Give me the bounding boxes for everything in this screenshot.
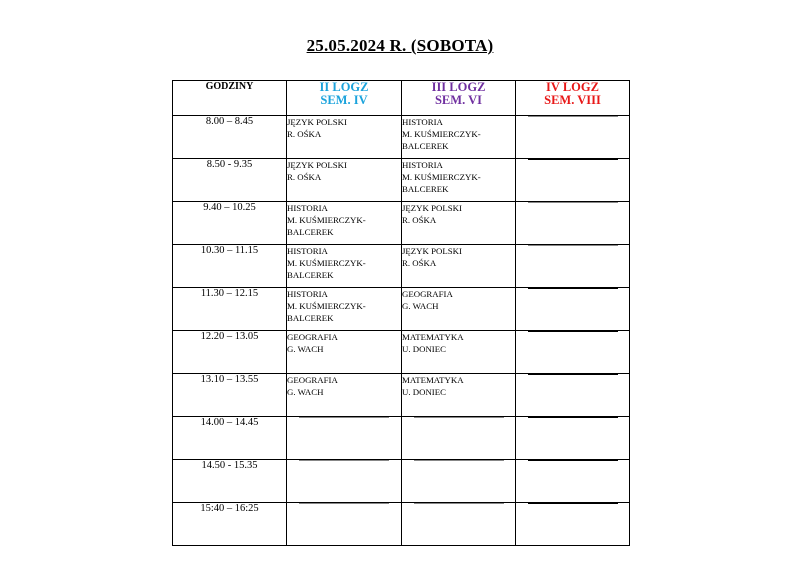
empty-cell [516, 331, 630, 374]
teacher-name: BALCEREK [287, 227, 334, 237]
blank-line [299, 460, 389, 461]
group-name: IV LOGZ [546, 80, 599, 94]
empty-cell [516, 288, 630, 331]
blank-line [414, 460, 504, 461]
group-name: II LOGZ [319, 80, 369, 94]
teacher-name: G. WACH [287, 387, 324, 397]
empty-cell [516, 374, 630, 417]
table-row [173, 288, 630, 331]
lesson-cell [402, 202, 516, 245]
lesson-cell [402, 288, 516, 331]
teacher-name: BALCEREK [402, 184, 449, 194]
empty-cell [402, 503, 516, 546]
lesson-cell [402, 116, 516, 159]
teacher-name: R. OŚKA [402, 258, 437, 268]
table-row [173, 374, 630, 417]
subject-name: JĘZYK POLSKI [287, 117, 347, 127]
subject-name: HISTORIA [287, 203, 328, 213]
table-row [173, 331, 630, 374]
empty-cell [516, 116, 630, 159]
teacher-name: BALCEREK [287, 313, 334, 323]
blank-line [528, 116, 618, 117]
blank-line [299, 503, 389, 504]
teacher-name: U. DONIEC [402, 344, 446, 354]
table-row [173, 245, 630, 288]
lesson-cell [402, 374, 516, 417]
subject-name: HISTORIA [287, 246, 328, 256]
time-slot: 8.00 – 8.45 [173, 116, 287, 159]
blank-line [528, 417, 618, 418]
time-slot: 9.40 – 10.25 [173, 202, 287, 245]
empty-cell [516, 245, 630, 288]
empty-cell [516, 503, 630, 546]
blank-line [414, 417, 504, 418]
subject-name: MATEMATYKA [402, 375, 464, 385]
subject-name: HISTORIA [402, 117, 443, 127]
teacher-name: M. KUŚMIERCZYK- [287, 301, 366, 311]
blank-line [528, 202, 618, 203]
group-header-iv-logz [516, 81, 630, 116]
teacher-name: G. WACH [287, 344, 324, 354]
blank-line [528, 288, 618, 289]
schedule-table [172, 80, 630, 546]
blank-line [528, 159, 618, 160]
subject-name: JĘZYK POLSKI [287, 160, 347, 170]
blank-line [528, 331, 618, 332]
time-slot: 13.10 – 13.55 [173, 374, 287, 417]
lesson-cell [287, 288, 402, 331]
group-header-iii-logz [402, 81, 516, 116]
subject-name: MATEMATYKA [402, 332, 464, 342]
lesson-cell [287, 245, 402, 288]
blank-line [528, 460, 618, 461]
time-slot: 10.30 – 11.15 [173, 245, 287, 288]
blank-line [414, 503, 504, 504]
table-row [173, 460, 630, 503]
teacher-name: G. WACH [402, 301, 439, 311]
lesson-cell [402, 245, 516, 288]
empty-cell [287, 460, 402, 503]
header-row [173, 81, 630, 116]
subject-name: HISTORIA [287, 289, 328, 299]
empty-cell [516, 202, 630, 245]
time-slot: 8.50 - 9.35 [173, 159, 287, 202]
group-semester: SEM. IV [320, 93, 368, 107]
subject-name: GEOGRAFIA [402, 289, 453, 299]
teacher-name: R. OŚKA [402, 215, 437, 225]
lesson-cell [402, 331, 516, 374]
teacher-name: R. OŚKA [287, 172, 322, 182]
lesson-cell [287, 116, 402, 159]
subject-name: JĘZYK POLSKI [402, 203, 462, 213]
empty-cell [516, 159, 630, 202]
lesson-cell [287, 202, 402, 245]
blank-line [299, 417, 389, 418]
group-semester: SEM. VI [434, 93, 482, 107]
empty-cell [516, 460, 630, 503]
lesson-cell [402, 159, 516, 202]
teacher-name: BALCEREK [402, 141, 449, 151]
teacher-name: BALCEREK [287, 270, 334, 280]
hours-header: GODZINY [173, 81, 287, 116]
table-row [173, 417, 630, 460]
group-name: III LOGZ [431, 80, 486, 94]
teacher-name: M. KUŚMIERCZYK- [402, 172, 481, 182]
blank-line [528, 245, 618, 246]
subject-name: JĘZYK POLSKI [402, 246, 462, 256]
subject-name: GEOGRAFIA [287, 332, 338, 342]
empty-cell [402, 417, 516, 460]
page-title: 25.05.2024 R. (SOBOTA) [306, 36, 494, 55]
teacher-name: U. DONIEC [402, 387, 446, 397]
teacher-name: M. KUŚMIERCZYK- [287, 258, 366, 268]
table-row [173, 159, 630, 202]
lesson-cell [287, 331, 402, 374]
empty-cell [516, 417, 630, 460]
group-header-ii-logz [287, 81, 402, 116]
time-slot: 14.00 – 14.45 [173, 417, 287, 460]
time-slot: 11.30 – 12.15 [173, 288, 287, 331]
table-row [173, 116, 630, 159]
empty-cell [287, 503, 402, 546]
teacher-name: M. KUŚMIERCZYK- [402, 129, 481, 139]
time-slot: 12.20 – 13.05 [173, 331, 287, 374]
empty-cell [287, 417, 402, 460]
table-row [173, 202, 630, 245]
lesson-cell [287, 374, 402, 417]
group-semester: SEM. VIII [544, 93, 601, 107]
time-slot: 15:40 – 16:25 [173, 503, 287, 546]
blank-line [528, 374, 618, 375]
blank-line [528, 503, 618, 504]
subject-name: GEOGRAFIA [287, 375, 338, 385]
subject-name: HISTORIA [402, 160, 443, 170]
time-slot: 14.50 - 15.35 [173, 460, 287, 503]
teacher-name: R. OŚKA [287, 129, 322, 139]
empty-cell [402, 460, 516, 503]
teacher-name: M. KUŚMIERCZYK- [287, 215, 366, 225]
lesson-cell [287, 159, 402, 202]
table-row [173, 503, 630, 546]
